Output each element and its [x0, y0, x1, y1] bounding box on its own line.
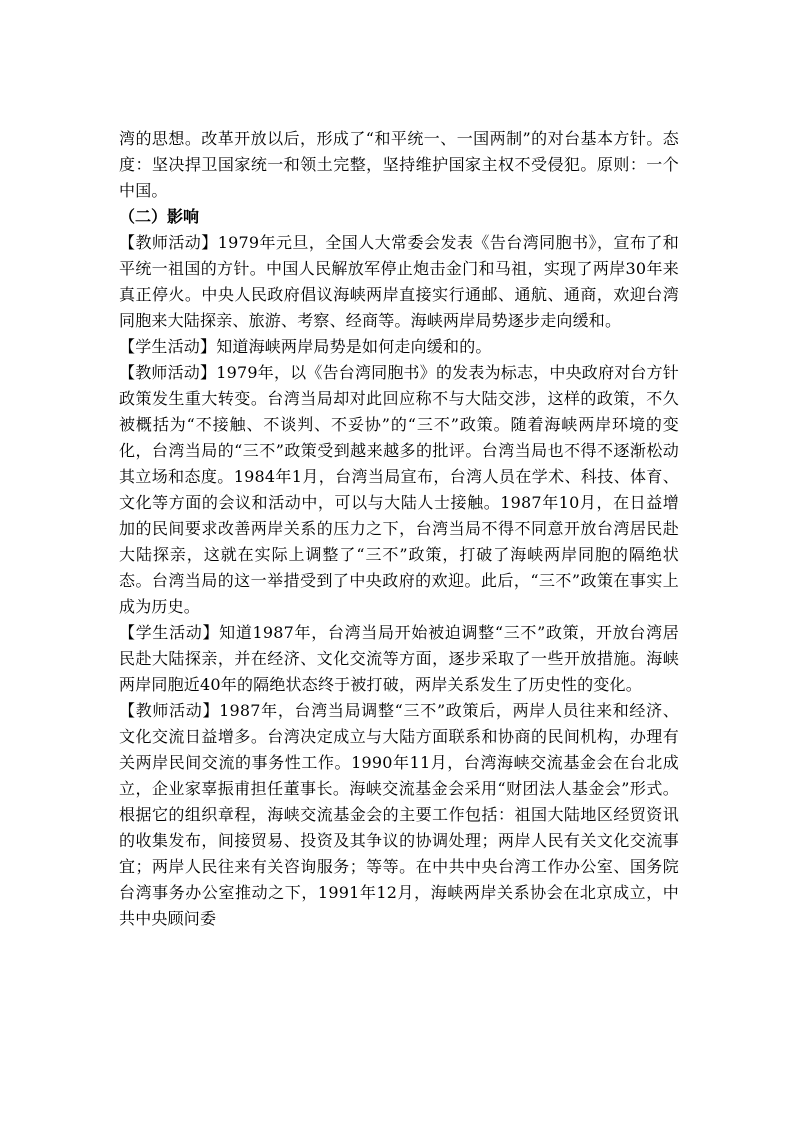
document-body — [119, 126, 679, 932]
section-heading-impact: （二）影响 — [119, 207, 200, 226]
paragraph-policy-summary: 湾的思想。改革开放以后，形成了“和平统一、一国两制”的对台基本方针。态度：坚决捍卫国家统一和领土完整，坚持维护国家主权不受侵犯。原则：一个中国。 — [119, 129, 679, 200]
paragraph-student-activity-1: 【学生活动】知道海峡两岸局势是如何走向缓和的。 — [119, 337, 492, 356]
paragraph-student-activity-2: 【学生活动】知道1987年，台湾当局开始被迫调整“三不”政策，开放台湾居民赴大陆探亲，并在经济、文化交流等方面，逐步采取了一些开放措施。海峡两岸同胞近40年的隔绝状态终于被打破，两岸关系发生了历史性的变化。 — [119, 623, 679, 694]
paragraph-teacher-activity-1: 【教师活动】1979年元旦，全国人大常委会发表《告台湾同胞书》，宣布了和平统一祖国的方针。中国人民解放军停止炮击金门和马祖，实现了两岸30年来真正停火。中央人民政府倡议海峡两岸直接实行通邮、通航、通商，欢迎台湾同胞来大陆探亲、旅游、考察、经商等。海峡两岸局势逐步走向缓和。 — [119, 233, 679, 330]
paragraph-teacher-activity-3: 【教师活动】1987年，台湾当局调整“三不”政策后，两岸人员往来和经济、文化交流日益增多。台湾决定成立与大陆方面联系和协商的民间机构，办理有关两岸民间交流的事务性工作。1990年11月，台湾海峡交流基金会在台北成立，企业家辜振甫担任董事长。海峡交流基金会采用“财团法人基金会”形式。根据它的组织章程，海峡交流基金会的主要工作包括：祖国大陆地区经贸资讯的收集发布，间接贸易、投资及其争议的协调处理；两岸人民有关文化交流事宜；两岸人民往来有关咨询服务；等等。在中共中央台湾工作办公室、国务院台湾事务办公室推动之下，1991年12月，海峡两岸关系协会在北京成立，中共中央顾问委 — [119, 701, 679, 928]
paragraph-teacher-activity-2: 【教师活动】1979年，以《告台湾同胞书》的发表为标志，中央政府对台方针政策发生重大转变。台湾当局却对此回应称不与大陆交涉，这样的政策，不久被概括为“不接触、不谈判、不妥协”的“三不”政策。随着海峡两岸环境的变化，台湾当局的“三不”政策受到越来越多的批评。台湾当局也不得不逐渐松动其立场和态度。1984年1月，台湾当局宣布，台湾人员在学术、科技、体育、文化等方面的会议和活动中，可以与大陆人士接触。1987年10月，在日益增加的民间要求改善两岸关系的压力之下，台湾当局不得不同意开放台湾居民赴大陆探亲，这就在实际上调整了“三不”政策，打破了海峡两岸同胞的隔绝状态。台湾当局的这一举措受到了中央政府的欢迎。此后，“三不”政策在事实上成为历史。 — [119, 363, 679, 616]
